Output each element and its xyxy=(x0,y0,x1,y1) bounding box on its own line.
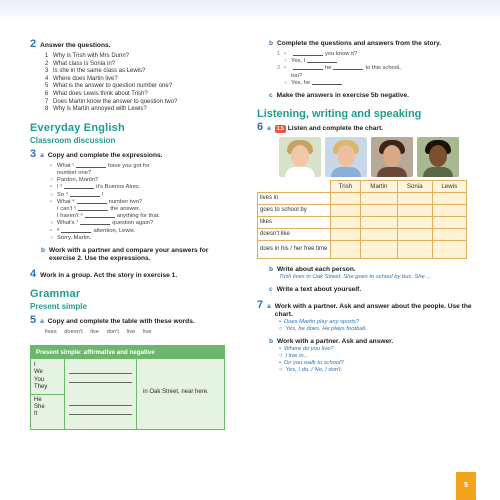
column-header: Lewis xyxy=(432,181,466,193)
question-item: 8 Why is Martin annoyed with Lewis? xyxy=(45,106,147,113)
example-text: Trish lives in Oak Street. She goes to school by bus. She ... xyxy=(279,274,432,281)
answer-blank[interactable] xyxy=(293,51,323,56)
sub-letter: b xyxy=(269,40,274,47)
answer-blank[interactable] xyxy=(69,406,132,415)
exercise-7b-heading xyxy=(269,338,472,346)
exercise-5b-heading xyxy=(269,40,472,48)
answer-blank[interactable] xyxy=(61,228,91,233)
answer-blank[interactable] xyxy=(77,199,107,204)
column-header: Sonia xyxy=(398,181,432,193)
chart-cell[interactable] xyxy=(360,229,397,241)
word-bank: lives doesn't live don't live live xyxy=(45,328,152,335)
dialog-line: • What ¹ have you got for xyxy=(50,162,150,169)
story-dialog: 1 • you know it? ○ Yes, I 2 • he to this school, too? ○ Yes, he xyxy=(277,51,401,86)
example-answer: ○ I live in... xyxy=(279,353,309,360)
exercise-instruction: Write about each person. xyxy=(277,266,356,274)
exercise-instruction: Work in a group. Act the story in exercise 1. xyxy=(40,271,178,279)
verb-blanks-column xyxy=(65,359,137,429)
photo-lewis xyxy=(417,137,459,177)
question-item: 1 Why is Trish with Mrs Dunn? xyxy=(45,53,130,59)
exercise-instruction: Write a text about yourself. xyxy=(276,286,362,294)
exercise-instruction: Answer the questions. xyxy=(40,42,111,49)
chart-cell[interactable] xyxy=(360,193,397,205)
question-list xyxy=(45,53,235,114)
exercise-6c-heading xyxy=(269,286,472,294)
chart-cell[interactable] xyxy=(331,205,361,217)
pronoun-column: I We You They He She It xyxy=(31,359,65,429)
grammar-table-title: Present simple: affirmative and negative xyxy=(31,346,224,359)
question-item: 3 Is she in the same class as Lewis? xyxy=(45,68,146,75)
example-question: • Do you walk to school? xyxy=(279,360,344,367)
column-header: Trish xyxy=(331,181,361,193)
top-bar xyxy=(0,0,500,22)
exercise-instruction: Work with a partner. Ask and answer about the people. Use the chart. xyxy=(274,303,472,319)
sub-letter: b xyxy=(41,246,46,254)
table-row: goes to school by xyxy=(258,205,467,217)
chart-cell[interactable] xyxy=(432,205,466,217)
page-number: 5 xyxy=(456,472,476,500)
exercise-4-heading xyxy=(30,267,235,280)
chart-cell[interactable] xyxy=(331,217,361,229)
exercise-6b-heading xyxy=(269,266,472,274)
sub-letter: a xyxy=(40,151,44,159)
answer-blank[interactable] xyxy=(70,192,100,197)
left-column xyxy=(30,40,235,430)
dialog-line: ○ What's ⁷ question again? xyxy=(50,220,154,227)
question-item: 5 What is the answer to question number one? xyxy=(45,83,173,90)
chart-cell[interactable] xyxy=(331,241,361,259)
chart-cell[interactable] xyxy=(360,241,397,259)
exercise-2-heading xyxy=(30,40,235,50)
answer-blank[interactable] xyxy=(69,397,132,406)
photo-trish xyxy=(279,137,321,177)
photo-sonia xyxy=(371,137,413,177)
answer-blank[interactable] xyxy=(69,365,132,374)
place-text: in Oak Street, near here. xyxy=(143,388,209,395)
exercise-number: 4 xyxy=(30,267,37,280)
chart-cell[interactable] xyxy=(331,193,361,205)
dialog-line: ○ Sorry, Martin. xyxy=(50,234,92,241)
exercise-number: 5 xyxy=(30,313,37,326)
exercise-5c-heading xyxy=(269,92,472,100)
exercise-instruction: Copy and complete the expressions. xyxy=(47,151,163,159)
dialog-expressions xyxy=(50,163,235,242)
dialog-line: number one? xyxy=(57,169,92,176)
chart-cell[interactable] xyxy=(432,241,466,259)
dialog-line: • ⁸ attention, Lewis. xyxy=(50,227,136,234)
chart-cell[interactable] xyxy=(398,205,432,217)
table-row: likes xyxy=(258,217,467,229)
answer-blank[interactable] xyxy=(76,163,106,168)
example-answer: ○ Yes, I do. / No, I don't. xyxy=(279,367,343,374)
grammar-table xyxy=(30,345,225,430)
exercise-instruction: Work with a partner and compare your answers for exercise 2. Use the expressions. xyxy=(49,246,209,262)
question-item: 2 What class is Sonia in? xyxy=(45,60,116,67)
chart-cell[interactable] xyxy=(398,217,432,229)
dialog-line: • I ² it's Buenos Aires. xyxy=(50,184,141,191)
table-row: doesn't like xyxy=(258,229,467,241)
exercise-instruction: Work with a partner. Ask and answer. xyxy=(277,338,394,346)
photo-strip xyxy=(279,137,472,177)
chart-cell[interactable] xyxy=(432,217,466,229)
sub-letter: a xyxy=(267,125,271,133)
right-column xyxy=(257,40,472,374)
sub-letter: a xyxy=(267,303,271,311)
dialog-line: I can't ⁵ the answer. xyxy=(57,205,140,212)
exercise-instruction: Listen and complete the chart. xyxy=(287,125,384,133)
chart-cell[interactable] xyxy=(398,241,432,259)
sub-letter: b xyxy=(269,338,274,346)
answer-blank[interactable] xyxy=(312,80,342,85)
exercise-instruction: Copy and complete the table with these words. xyxy=(47,317,195,325)
chart-cell[interactable] xyxy=(432,229,466,241)
exercise-instruction: Complete the questions and answers from the story. xyxy=(277,40,442,47)
dialog-line: ○ Pardon, Martin? xyxy=(50,177,99,184)
sub-letter: c xyxy=(269,92,273,100)
exercise-5-heading xyxy=(30,313,235,326)
question-item: 4 Where does Martin live? xyxy=(45,75,118,82)
exercise-number: 2 xyxy=(30,38,37,50)
dialog-line: ○ So ³ ! xyxy=(50,191,104,198)
chart-cell[interactable] xyxy=(432,193,466,205)
answer-blank[interactable] xyxy=(78,206,108,211)
answer-blank[interactable] xyxy=(85,213,115,218)
audio-track-badge[interactable]: 1.5 xyxy=(276,126,284,133)
chart-cell[interactable] xyxy=(398,193,432,205)
exercise-number: 6 xyxy=(257,121,264,134)
section-title-listening: Listening, writing and speaking xyxy=(257,108,422,121)
section-title-grammar: Grammar xyxy=(30,287,81,300)
question-item: 7 Does Martin know the answer to question two? xyxy=(45,98,178,105)
exercise-3b-heading xyxy=(41,247,235,263)
answer-blank[interactable] xyxy=(307,58,337,63)
exercise-7-heading xyxy=(257,301,472,319)
completion-chart xyxy=(257,180,467,259)
example-question: • Does Martin play any sports? xyxy=(279,319,360,326)
answer-blank[interactable] xyxy=(80,220,110,225)
example-question: • Where do you live? xyxy=(279,346,334,353)
exercise-number: 7 xyxy=(257,299,264,312)
sub-letter: c xyxy=(269,286,273,294)
section-title-everyday-english: Everyday English xyxy=(30,121,125,134)
table-row: lives in xyxy=(258,193,467,205)
section-subtitle: Present simple xyxy=(30,301,87,311)
dialog-line: • What ⁴ number two? xyxy=(50,198,143,205)
chart-cell[interactable] xyxy=(360,217,397,229)
exercise-6-heading xyxy=(257,123,472,133)
exercise-3-heading xyxy=(30,147,235,160)
example-answer: ○ Yes, he does. He plays football. xyxy=(279,326,367,333)
chart-cell[interactable] xyxy=(398,229,432,241)
answer-blank[interactable] xyxy=(64,184,94,189)
question-item: 6 What does Lewis think about Trish? xyxy=(45,90,148,97)
sub-letter: b xyxy=(269,266,274,274)
chart-cell[interactable] xyxy=(360,205,397,217)
exercise-number: 3 xyxy=(30,147,37,160)
table-row: does in his / her free time xyxy=(258,241,467,259)
dialog-line: I haven't ⁶ anything for that. xyxy=(57,213,160,220)
exercise-instruction: Make the answers in exercise 5b negative. xyxy=(276,92,409,100)
answer-blank[interactable] xyxy=(69,374,132,383)
sub-letter: a xyxy=(40,317,44,325)
chart-cell[interactable] xyxy=(331,229,361,241)
section-subtitle: Classroom discussion xyxy=(30,135,116,145)
answer-blank[interactable] xyxy=(333,65,363,70)
photo-martin xyxy=(325,137,367,177)
column-header: Martin xyxy=(360,181,397,193)
answer-blank[interactable] xyxy=(293,65,323,70)
